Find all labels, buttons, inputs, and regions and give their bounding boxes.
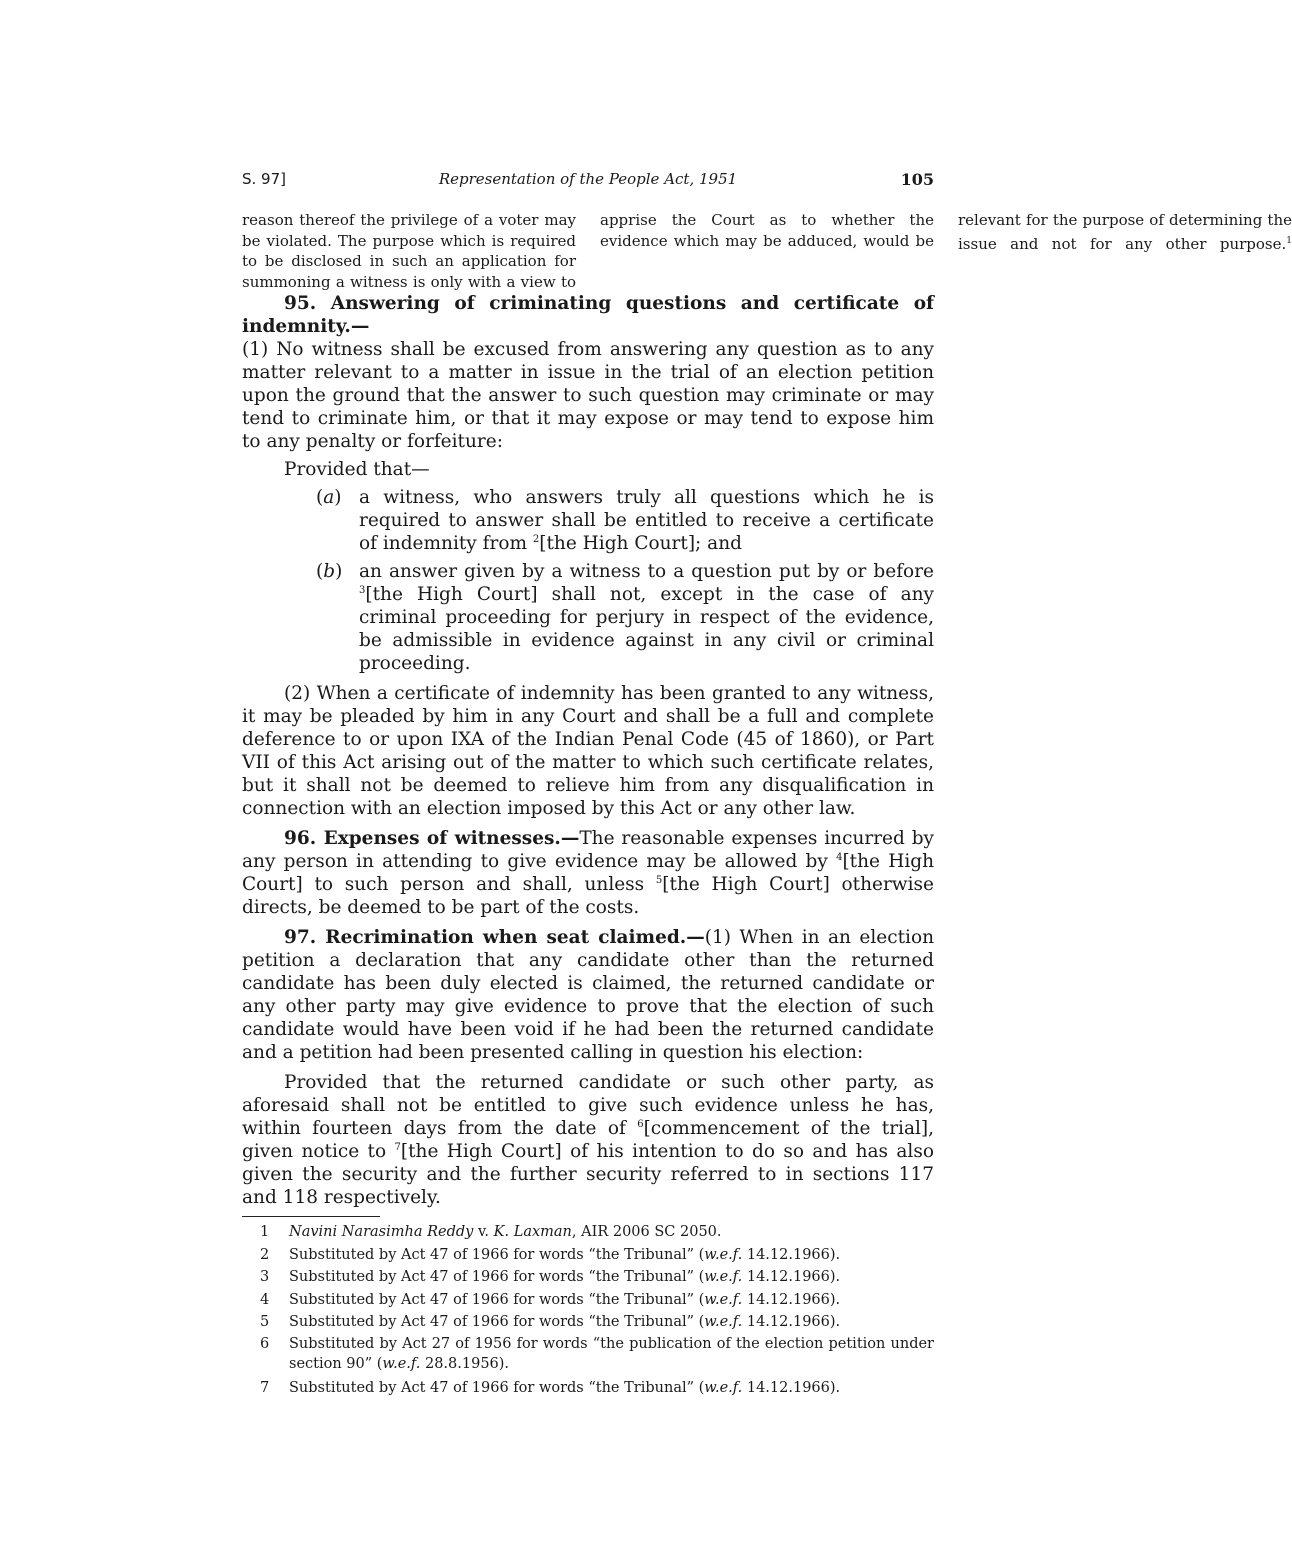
footnote-date: 28.8.1956). — [420, 1355, 510, 1372]
footnote-number: 6 — [260, 1335, 270, 1352]
footnote-number: 5 — [260, 1314, 270, 1330]
section-95-proviso: Provided that— — [284, 459, 430, 480]
footnote-number: 7 — [260, 1379, 270, 1396]
footnote-text: Substituted by Act 47 of 1966 for words “the Tribunal” ( — [289, 1314, 705, 1330]
main-body — [242, 292, 934, 1209]
footnote-ref: 2 — [532, 533, 540, 545]
footnote-item — [242, 1266, 934, 1289]
clause-a — [316, 486, 934, 555]
footnote-item — [242, 1244, 934, 1267]
clause-a-marker: (a) — [316, 487, 342, 508]
page-number: 105 — [900, 170, 934, 189]
footnote-number: 4 — [260, 1291, 270, 1308]
footnote-wef: w.e.f. — [704, 1379, 743, 1396]
footnote-date: 14.12.1966). — [742, 1291, 841, 1308]
footnote-citation: , AIR 2006 SC 2050. — [571, 1224, 722, 1240]
act-title: Representation of the People Act, 1951 — [438, 170, 738, 188]
footnote-case-name: Navini Narasimha Reddy — [289, 1224, 474, 1240]
clause-b-letter: b — [323, 561, 336, 582]
section-97-proviso-1: Provided that the returned candidate or such other party, as aforesaid shall not be entitled to give such evidence unless he has, within fourteen days from the date of — [242, 1072, 934, 1139]
footnotes — [242, 1221, 934, 1399]
footnote-number: 2 — [260, 1246, 270, 1263]
footnote-date: 14.12.1966). — [742, 1379, 841, 1396]
section-reference: S. 97] — [242, 170, 286, 188]
footnote-wef: w.e.f. — [704, 1291, 743, 1308]
clause-a-letter: a — [323, 487, 335, 508]
footnote-versus: v. — [473, 1224, 494, 1240]
footnote-ref: 5 — [655, 874, 663, 886]
footnote-item — [242, 1377, 934, 1400]
footnote-ref: 3 — [359, 584, 366, 596]
footnote-wef: w.e.f. — [382, 1355, 421, 1372]
footnote-divider — [242, 1216, 380, 1217]
section-96-text-2: [the High Court] to such person and shall, unless — [242, 851, 935, 895]
section-97-proviso-3: [the High Court] of his intention to do so and has also given the security and the further security referred to in sections 117 and 118 respectively. — [242, 1141, 934, 1208]
footnote-item — [242, 1221, 934, 1244]
clause-b-text-2: [the High Court] shall not, except in the case of any criminal proceeding for perjury in respect of the evidence, be admissible in evidence against in any civil or criminal proceeding. — [359, 584, 934, 674]
clause-b — [316, 560, 934, 675]
footnote-item — [242, 1311, 934, 1334]
section-95-text: (1) No witness shall be excused from answering any question as to any matter relevant to a matter in issue in the trial of an election petition upon the ground that the answer to such question may criminate or may tend to criminate him, or that it may expose or may tend to expose him to any penalty or forfeiture: — [242, 339, 934, 452]
section-97-text: (1) When in an election petition a declaration that any candidate other than the returned candidate has been duly elected is claimed, the returned candidate or any other party may give evidence to prove that the election of such candidate would have been void if he had been the returned candidate and a petition had been presented calling in question his election: — [242, 927, 934, 1063]
clause-b-text-1: an answer given by a witness to a question put by or before — [359, 561, 934, 582]
section-96-text-3: [the High Court] otherwise directs, be deemed to be part of the costs. — [242, 874, 935, 918]
section-95-subsection-1 — [242, 292, 934, 453]
footnote-number: 1 — [260, 1224, 270, 1240]
footnote-text: Substituted by Act 47 of 1966 for words “the Tribunal” ( — [289, 1246, 705, 1263]
footnote-wef: w.e.f. — [704, 1314, 743, 1330]
footnote-party: K. Laxman — [493, 1224, 572, 1240]
clause-a-text-1: a witness, who answers truly all questions which he is required to answer shall be entitled to receive a certificate of indemnity from — [359, 487, 934, 554]
section-95-heading: 95. Answering of criminating questions and certificate of indemnity.— — [242, 293, 934, 337]
running-header — [242, 168, 934, 192]
footnote-wef: w.e.f. — [704, 1269, 743, 1285]
footnote-item — [242, 1334, 934, 1374]
footnote-text: Substituted by Act 47 of 1966 for words “the Tribunal” ( — [289, 1379, 705, 1396]
clause-a-text-2: [the High Court]; and — [539, 533, 742, 554]
footnote-number: 3 — [260, 1269, 270, 1285]
footnote-text: Substituted by Act 27 of 1956 for words “the publication of the election petition under section 90” ( — [289, 1335, 934, 1372]
intro-text: reason thereof the privilege of a voter may be violated. The purpose which is required to be disclosed in such an application for summoning a witness is only with a view to apprise the Court as to whether the evidence which may be adduced, would be relevant for the purpose of determining the issue and not for any other purpose. — [242, 211, 1292, 291]
section-97-heading: 97. Recrimination when seat claimed.— — [284, 927, 705, 948]
footnote-date: 14.12.1966). — [742, 1314, 841, 1330]
footnote-date: 14.12.1966). — [742, 1269, 841, 1285]
footnote-text: Substituted by Act 47 of 1966 for words “the Tribunal” ( — [289, 1291, 705, 1308]
section-97-proviso-2: [commencement of the trial], given notice to — [242, 1118, 935, 1162]
section-96-text-1: The reasonable expenses incurred by any person in attending to give evidence may be allowed by — [242, 828, 934, 872]
section-96-heading: 96. Expenses of witnesses.— — [284, 828, 580, 849]
intro-paragraph — [242, 210, 1292, 292]
footnote-ref: 6 — [637, 1118, 644, 1130]
footnote-text: Substituted by Act 47 of 1966 for words “the Tribunal” ( — [289, 1269, 705, 1285]
footnote-ref: 1 — [1286, 235, 1292, 246]
footnote-ref: 7 — [394, 1141, 401, 1153]
section-97-subsection-1 — [242, 926, 934, 1064]
footnote-item — [242, 1289, 934, 1312]
document-page — [242, 168, 1292, 1399]
section-95-subsection-2: (2) When a certificate of indemnity has been granted to any witness, it may be pleaded by him in any Court and shall be a full and complete deference to or upon IXA of the Indian Penal Code (45 of 1860), or Part VII of this Act arising out of the matter to which such certificate relates, but it shall not be deemed to relieve him from any disqualification in connection with an election imposed by this Act or any other law. — [242, 683, 934, 819]
footnote-date: 14.12.1966). — [742, 1246, 841, 1263]
footnote-ref: 4 — [836, 851, 843, 863]
section-97-proviso — [242, 1071, 934, 1209]
clause-b-marker: (b) — [316, 561, 343, 582]
section-96 — [242, 827, 934, 919]
footnote-wef: w.e.f. — [704, 1246, 743, 1263]
